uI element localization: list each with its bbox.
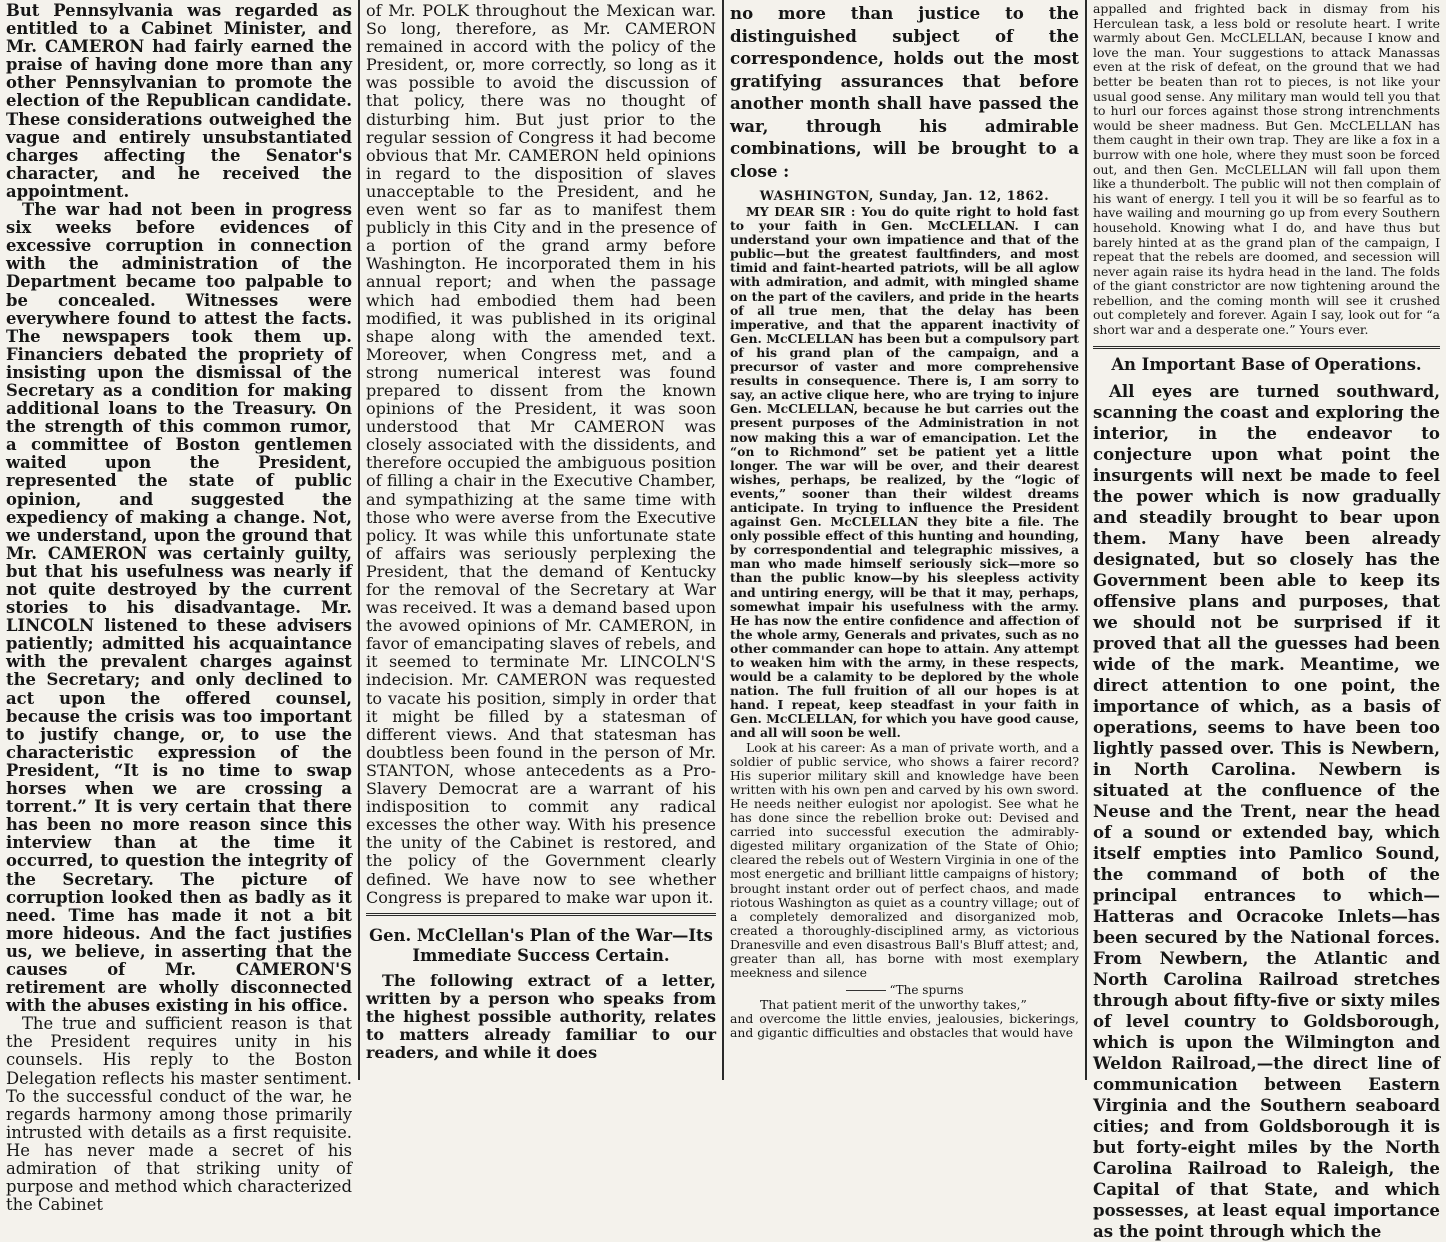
paragraph: The war had not been in progress six weeks before evidences of excessive corruption in connection with the administration of the Department became too palpable to be concealed. Witnesses were everywhere found to attest the facts. The newspapers took them up. Financiers debated the propriety of insisting upon the dismissal of the Secretary as a condition for making additional loans to the Treasury. On the strength of this common rumor, a committee of Boston gentlemen waited upon the President, represented the state of public opinion, and suggested the expediency of making a change. Not, we understand, upon the ground that Mr. CAMERON was certainly guilty, but that his usefulness was nearly if not quite destroyed by the current stories to his disadvantage. Mr. LINCOLN listened to these advisers patiently; admitted his acquaintance with the prevalent charges against the Secretary; and only declined to act upon the offered counsel, because the crisis was too important to justify change, or, to use the characteristic expression of the President, “It is no time to swap horses when we are crossing a torrent.” It is very certain that there has been no more reason since this interview than at the time it occurred, to question the integrity of the Secretary. The picture of corruption looked then as badly as it need. Time has made it not a bit more hideous. And the fact justifies us, we believe, in asserting that the causes of Mr. CAMERON'S retirement are wholly disconnected with the abuses existing in his office. bbox=[6, 200, 352, 1016]
column-3 bbox=[722, 0, 1085, 1080]
column-4 bbox=[1085, 0, 1446, 1241]
paragraph: Look at his career: As a man of private worth, and a soldier of public service, who shows a fairer record? His superior military skill and knowledge have been written with his own pen and carved by his own sword. He needs neither eulogist nor apologist. See what he has done since the rebellion broke out: Devised and carried into successful execution the admirably-digested military organization of the State of Ohio; cleared the rebels out of Western Virginia in one of the most energetic and brilliant little campaigns of history; brought instant order out of perfect chaos, and made riotous Washington as quiet as a country village; out of a completely demoralized and disorganized mob, created a thoroughly-disciplined army, as victorious Dranesville and even disastrous Ball's Bluff attest; and, greater than all, has borne with most exemplary meekness and silence bbox=[730, 739, 1079, 981]
quote-line: That patient merit of the unworthy takes,” bbox=[760, 996, 1027, 1012]
paragraph: MY DEAR SIR : You do quite right to hold fast to your faith in Gen. McCLELLAN. I can understand your own impatience and that of the public—but the greatest faultfinders, and most timid and faint-hearted patriots, will be all aglow with admiration, and admit, with mingled shame on the part of the cavilers, and pride in the hearts of all true men, that the delay has been imperative, and that the apparent inactivity of Gen. McCLELLAN has been but a compulsory part of his grand plan of the campaign, and a precursor of vaster and more comprehensive results in consequence. There is, I am sorry to say, an active clique here, who are trying to injure Gen. McCLELLAN, because he but carries out the present purposes of the Administration in not now making this a war of emancipation. Let the “on to Richmond” set be patient yet a little longer. The war will be over, and their dearest wishes, perhaps, be realized, by the “logic of events,” sooner than their wildest dreams anticipate. In trying to influence the President against Gen. McCLELLAN they bite a file. The only possible effect of this hunting and hounding, by correspondential and telegraphic missives, a man who made himself seriously sick—more so than the public know—by his sleepless activity and untiring energy, will be that it may, perhaps, somewhat impair his usefulness with the army. He has now the entire confidence and affection of the whole army, Generals and privates, such as no other commander can hope to attain. Any attempt to weaken him with the army, in these respects, would be a calamity to be deplored by the whole nation. The full fruition of all our hopes is at hand. I repeat, keep steadfast in your faith in Gen. McCLELLAN, for which you have good cause, and all will soon be well. bbox=[730, 204, 1079, 741]
paragraph: The following extract of a letter, written by a person who speaks from the highest possible authority, relates to matters already familiar to our readers, and while it does bbox=[366, 970, 716, 1063]
letter-block bbox=[1093, 2, 1440, 338]
paragraph: and overcome the little envies, jealousies, bickerings, and gigantic difficulties and obstacles that would have bbox=[730, 1010, 1079, 1040]
paragraph: The true and sufficient reason is that the President requires unity in his counsels. His reply to the Boston Delegation reflects his master sentiment. To the successful conduct of the war, he regards harmony among those primarily intrusted with details as a first requisite. He has never made a secret of his admiration of that striking unity of purpose and method which characterized the Cabinet bbox=[6, 1014, 352, 1215]
column-1 bbox=[0, 0, 358, 1215]
quote-line: “The spurns bbox=[889, 983, 964, 998]
section-divider bbox=[1093, 346, 1440, 349]
article-body bbox=[1093, 381, 1440, 1242]
article-headline: Gen. McClellan's Plan of the War—Its Immediate Success Certain. bbox=[366, 913, 716, 966]
paragraph: But Pennsylvania was regarded as entitled to a Cabinet Minister, and Mr. CAMERON had fairly earned the praise of having done more than any other Pennsylvanian to promote the election of the Republican candidate. These considerations outweighed the vague and entirely unsubstantiated charges affecting the Senator's character, and he received the appointment. bbox=[6, 1, 352, 201]
paragraph: All eyes are turned southward, scanning the coast and exploring the interior, in the endeavor to conjecture upon what point the insurgents will next be made to feel the power which is now gradually and steadily brought to bear upon them. Many have been already designated, but so closely has the Government been able to keep its offensive plans and purposes, that we should not be surprised if it proved that all the guesses had been wide of the mark. Meantime, we direct attention to one point, the importance of which, as a basis of operations, seems to have been too lightly passed over. This is Newbern, in North Carolina. Newbern is situated at the confluence of the Neuse and the Trent, near the head of a sound or extended bay, which itself empties into Pamlico Sound, the command of both of the principal entrances to which—Hatteras and Ocracoke Inlets—has been secured by the National forces. From Newbern, the Atlantic and North Carolina Railroad stretches through about fifty-five or sixty miles of level country to Goldsborough, which is upon the Wilmington and Weldon Railroad,—the direct line of communication between Eastern Virginia and the Southern seaboard cities; and from Goldsborough it is but forty-eight miles by the North Carolina Railroad to Raleigh, the Capital of that State, and which possesses, at least equal importance as the point through which the bbox=[1093, 380, 1440, 1241]
paragraph: no more than justice to the distinguished subject of the correspondence, holds out the most gratifying assurances that before another month shall have passed the war, through his admirable combinations, will be brought to a close : bbox=[730, 3, 1079, 181]
letter-block bbox=[730, 205, 1079, 1040]
paragraph: of Mr. POLK throughout the Mexican war. So long, therefore, as Mr. CAMERON remained in accord with the policy of the President, or, more correctly, so long as it was possible to avoid the discussion of that policy, there was no thought of disturbing him. But just prior to the regular session of Congress it had become obvious that Mr. CAMERON held opinions in regard to the disposition of slaves unacceptable to the President, and he even went so far as to manifest them publicly in this City and in the presence of a portion of the grand army before Washington. He incorporated them in his annual report; and when the passage which had embodied them had been modified, it was published in its original shape along with the amended text. Moreover, when Congress met, and a strong numerical interest was found prepared to dissent from the known opinions of the President, it was soon understood that Mr CAMERON was closely associated with the dissidents, and therefore occupied the ambiguous position of filling a chair in the Executive Chamber, and sympathizing at the same time with those who were averse from the Executive policy. It was while this unfortunate state of affairs was seriously perplexing the President, that the demand of Kentucky for the removal of the Secretary at War was received. It was a demand based upon the avowed opinions of Mr. CAMERON, in favor of emancipating slaves of rebels, and it seemed to terminate Mr. LINCOLN'S indecision. Mr. CAMERON was requested to vacate his position, simply in order that it might be filled by a statesman of different views. And that statesman has doubtless been found in the person of Mr. STANTON, whose antecedents as a Pro-Slavery Democrat are a warrant of his indisposition to commit any radical excesses the other way. With his presence the unity of the Cabinet is restored, and the policy of the Government clearly defined. We have now to see whether Congress is prepared to make war upon it. bbox=[366, 1, 716, 907]
quote-open bbox=[730, 984, 1079, 998]
article-headline: An Important Base of Operations. bbox=[1111, 354, 1422, 374]
dateline: WASHINGTON, Sunday, Jan. 12, 1862. bbox=[759, 188, 1050, 203]
column-2 bbox=[358, 0, 722, 1080]
lead-block bbox=[730, 2, 1079, 182]
paragraph: appalled and frighted back in dismay from his Herculean task, a less bold or resolute heart. I write warmly about Gen. McCLELLAN, because I know and love the man. Your suggestions to attack Manassas even at the risk of defeat, on the ground that we had better be beaten than rot to pieces, is not like your usual good sense. Any military man would tell you that to hurl our forces against those strong intrenchments would be sheer madness. But Gen. McCLELLAN has them caught in their own trap. They are like a fox in a burrow with one hole, where they must soon be forced out, and then Gen. McCLELLAN will fall upon them like a thunderbolt. The public will not then complain of his want of energy. I tell you it will be so fearful as to have wailing and mourning go up from every Southern household. Knowing what I do, and have thus but barely hinted at as the grand plan of the campaign, I repeat that the rebels are doomed, and secession will never again raise its hydra head in the land. The folds of the giant constrictor are now tightening around the rebellion, and the coming month will see it crushed out completely and forever. Again I say, look out for “a short war and a desperate one.” Yours ever. bbox=[1093, 1, 1440, 338]
